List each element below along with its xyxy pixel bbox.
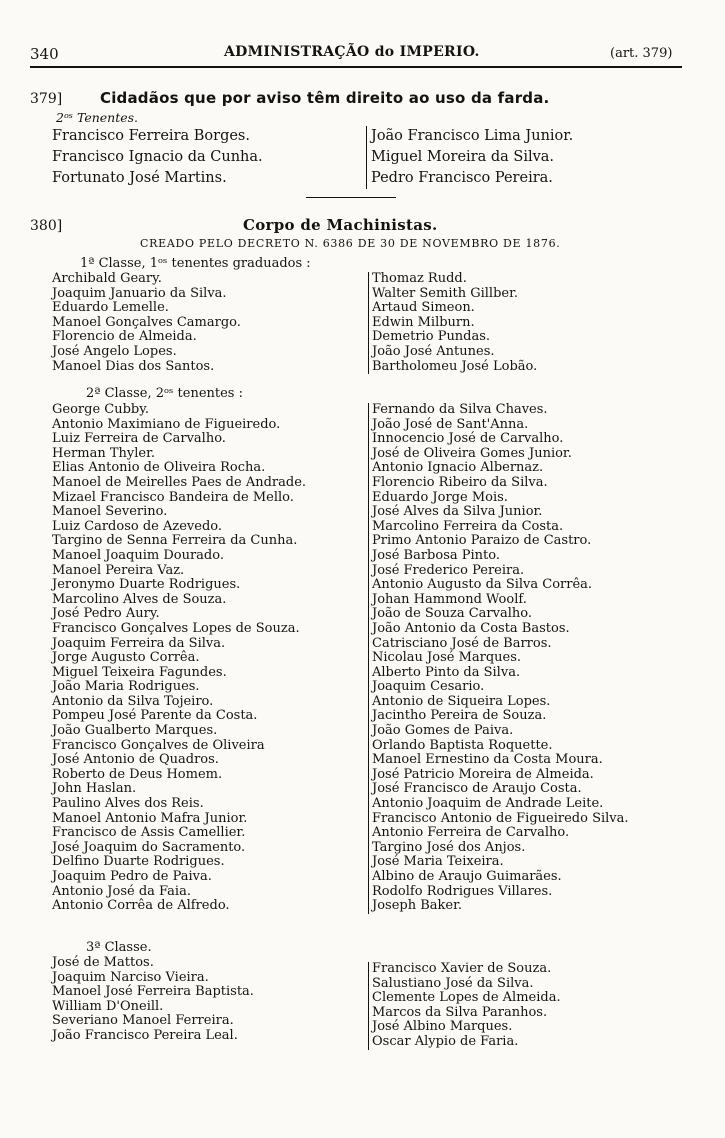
list-item: Joaquim Januario da Silva. <box>52 285 227 301</box>
list-item: Antonio Ignacio Albernaz. <box>372 460 544 476</box>
list-item: Jacintho Pereira de Souza. <box>372 708 547 724</box>
section-379-title: Cidadãos que por aviso têm direito ao uso da farda. <box>100 89 550 107</box>
class-3-heading: 3ª Classe. <box>86 940 152 955</box>
list-item: Florencio Ribeiro da Silva. <box>372 474 548 490</box>
section-379-left-list <box>52 126 263 189</box>
list-item: Catrisciano José de Barros. <box>372 635 552 651</box>
list-item: Archibald Geary. <box>52 271 162 286</box>
class-1-left-list <box>52 272 241 374</box>
list-item: Antonio José da Faia. <box>52 883 191 899</box>
class-1-right-list <box>368 272 537 374</box>
list-item: José Frederico Pereira. <box>372 562 525 578</box>
list-item: Demetrio Pundas. <box>372 329 491 345</box>
list-item: Albino de Araujo Guimarães. <box>372 869 562 884</box>
list-item: Manoel Severino. <box>52 504 168 520</box>
list-item: Francisco de Assis Camellier. <box>52 825 246 841</box>
header-rule <box>30 66 682 68</box>
list-item: Francisco Antonio de Figueiredo Silva. <box>372 810 629 826</box>
list-item: Nicolau José Marques. <box>372 650 522 666</box>
list-item: José Patricio Moreira de Almeida. <box>372 766 594 782</box>
list-item: John Haslan. <box>52 781 137 797</box>
list-item: George Cubby. <box>52 402 149 417</box>
list-item: Manoel José Ferreira Baptista. <box>52 984 254 1000</box>
list-item: Antonio Ferreira de Carvalho. <box>372 825 570 841</box>
list-item: Delfino Duarte Rodrigues. <box>52 854 225 870</box>
list-item: Marcolino Ferreira da Costa. <box>372 518 564 534</box>
list-item: Bartholomeu José Lobão. <box>372 358 538 374</box>
list-item: João Gomes de Paiva. <box>372 723 514 739</box>
section-379-subhead: 2ᵒˢ Tenentes. <box>56 110 139 125</box>
list-item: Innocencio José de Carvalho. <box>372 431 564 447</box>
list-item: João Maria Rodrigues. <box>52 679 200 695</box>
section-380-number: 380] <box>30 218 63 234</box>
list-item: Antonio de Siqueira Lopes. <box>372 693 551 709</box>
list-item: Fernando da Silva Chaves. <box>372 402 548 417</box>
list-item: Miguel Moreira da Silva. <box>371 149 555 165</box>
list-item: José Joaquim do Sacramento. <box>52 839 246 855</box>
list-item: Manoel Gonçalves Camargo. <box>52 314 241 330</box>
list-item: Herman Thyler. <box>52 445 155 461</box>
list-item: João Antonio da Costa Bastos. <box>372 620 570 636</box>
list-item: José Alves da Silva Junior. <box>372 504 543 520</box>
list-item: Francisco Ignacio da Cunha. <box>52 149 263 165</box>
list-item: Francisco Gonçalves Lopes de Souza. <box>52 620 300 636</box>
list-item: Manoel Dias dos Santos. <box>52 358 215 374</box>
list-item: Francisco Xavier de Souza. <box>372 961 552 976</box>
list-item: José Pedro Aury. <box>52 606 160 622</box>
list-item: Florencio de Almeida. <box>52 329 197 345</box>
class-2-right-list <box>368 403 629 914</box>
list-item: William D'Oneill. <box>52 998 164 1014</box>
list-item: Targino José dos Anjos. <box>372 839 526 855</box>
list-item: João Francisco Pereira Leal. <box>52 1027 238 1043</box>
list-item: Targino de Senna Ferreira da Cunha. <box>52 533 298 549</box>
list-item: Salustiano José da Silva. <box>372 975 534 991</box>
list-item: José de Oliveira Gomes Junior. <box>372 445 572 461</box>
list-item: José Francisco de Araujo Costa. <box>372 781 582 797</box>
list-item: José Antonio de Quadros. <box>52 752 219 768</box>
list-item: Marcolino Alves de Souza. <box>52 591 227 607</box>
list-item: Edwin Milburn. <box>372 314 475 330</box>
list-item: Jeronymo Duarte Rodrigues. <box>52 577 241 593</box>
list-item: Rodolfo Rodrigues Villares. <box>372 883 553 899</box>
article-reference: (art. 379) <box>610 46 673 61</box>
list-item: Miguel Teixeira Fagundes. <box>52 664 227 680</box>
list-item: João Francisco Lima Junior. <box>371 128 574 144</box>
list-item: Manoel de Meirelles Paes de Andrade. <box>52 474 307 490</box>
list-item: Antonio da Silva Tojeiro. <box>52 693 214 709</box>
list-item: Joaquim Cesario. <box>372 679 485 695</box>
list-item: Artaud Simeon. <box>372 300 475 316</box>
list-item: Severiano Manoel Ferreira. <box>52 1013 234 1029</box>
list-item: Walter Semith Gillber. <box>372 285 519 301</box>
list-item: José Albino Marques. <box>372 1019 513 1035</box>
list-item: José Angelo Lopes. <box>52 343 177 359</box>
list-item: Joaquim Pedro de Paiva. <box>52 869 212 884</box>
list-item: Paulino Alves dos Reis. <box>52 796 204 812</box>
list-item: João José de Sant'Anna. <box>372 416 529 432</box>
list-item: Alberto Pinto da Silva. <box>372 664 521 680</box>
class-2-heading: 2ª Classe, 2ᵒˢ tenentes : <box>86 386 243 401</box>
list-item: Manoel Joaquim Dourado. <box>52 547 224 563</box>
list-item: Manoel Ernestino da Costa Moura. <box>372 752 603 768</box>
list-item: Antonio Corrêa de Alfredo. <box>52 898 230 914</box>
list-item: Marcos da Silva Paranhos. <box>372 1004 548 1020</box>
list-item: Pedro Francisco Pereira. <box>371 170 553 186</box>
section-divider <box>306 197 396 198</box>
class-1-heading: 1ª Classe, 1ᵒˢ tenentes graduados : <box>80 256 311 271</box>
list-item: Joaquim Narciso Vieira. <box>52 969 209 985</box>
list-item: João Gualberto Marques. <box>52 723 218 739</box>
section-380-title: Corpo de Machinistas. <box>243 216 438 234</box>
list-item: José Barbosa Pinto. <box>372 547 500 563</box>
list-item: Antonio Joaquim de Andrade Leite. <box>372 796 604 812</box>
list-item: Eduardo Lemelle. <box>52 300 169 316</box>
list-item: Johan Hammond Woolf. <box>372 591 527 607</box>
list-item: Mizael Francisco Bandeira de Mello. <box>52 489 294 505</box>
list-item: Francisco Gonçalves de Oliveira <box>52 737 265 753</box>
list-item: Eduardo Jorge Mois. <box>372 489 508 505</box>
class-3-right-list <box>368 962 561 1050</box>
list-item: Antonio Augusto da Silva Corrêa. <box>372 577 593 593</box>
list-item: Clemente Lopes de Almeida. <box>372 990 561 1006</box>
running-title: ADMINISTRAÇÃO do IMPERIO. <box>224 44 480 60</box>
list-item: Elias Antonio de Oliveira Rocha. <box>52 460 266 476</box>
list-item: Joaquim Ferreira da Silva. <box>52 635 226 651</box>
list-item: Joseph Baker. <box>372 898 463 914</box>
list-item: Jorge Augusto Corrêa. <box>52 650 200 666</box>
list-item: José de Mattos. <box>52 955 154 970</box>
class-3-left-list <box>52 956 254 1044</box>
list-item: Orlando Baptista Roquette. <box>372 737 553 753</box>
list-item: Thomaz Rudd. <box>372 271 467 286</box>
list-item: Antonio Maximiano de Figueiredo. <box>52 416 281 432</box>
list-item: João José Antunes. <box>372 343 495 359</box>
section-379-number: 379] <box>30 91 63 107</box>
list-item: Pompeu José Parente da Costa. <box>52 708 258 724</box>
list-item: Manoel Antonio Mafra Junior. <box>52 810 248 826</box>
list-item: João de Souza Carvalho. <box>372 606 532 622</box>
list-item: Manoel Pereira Vaz. <box>52 562 185 578</box>
list-item: Roberto de Deus Homem. <box>52 766 223 782</box>
list-item: José Maria Teixeira. <box>372 854 504 870</box>
decree-line: CREADO PELO DECRETO N. 6386 DE 30 DE NOVEMBRO DE 1876. <box>140 237 561 250</box>
section-379-right-list <box>366 126 573 189</box>
class-2-left-list <box>52 403 306 914</box>
list-item: Luiz Ferreira de Carvalho. <box>52 431 226 447</box>
list-item: Luiz Cardoso de Azevedo. <box>52 518 223 534</box>
list-item: Fortunato José Martins. <box>52 170 227 186</box>
page-number: 340 <box>30 45 59 63</box>
list-item: Oscar Alypio de Faria. <box>372 1033 519 1049</box>
list-item: Primo Antonio Paraizo de Castro. <box>372 533 592 549</box>
list-item: Francisco Ferreira Borges. <box>52 128 250 144</box>
